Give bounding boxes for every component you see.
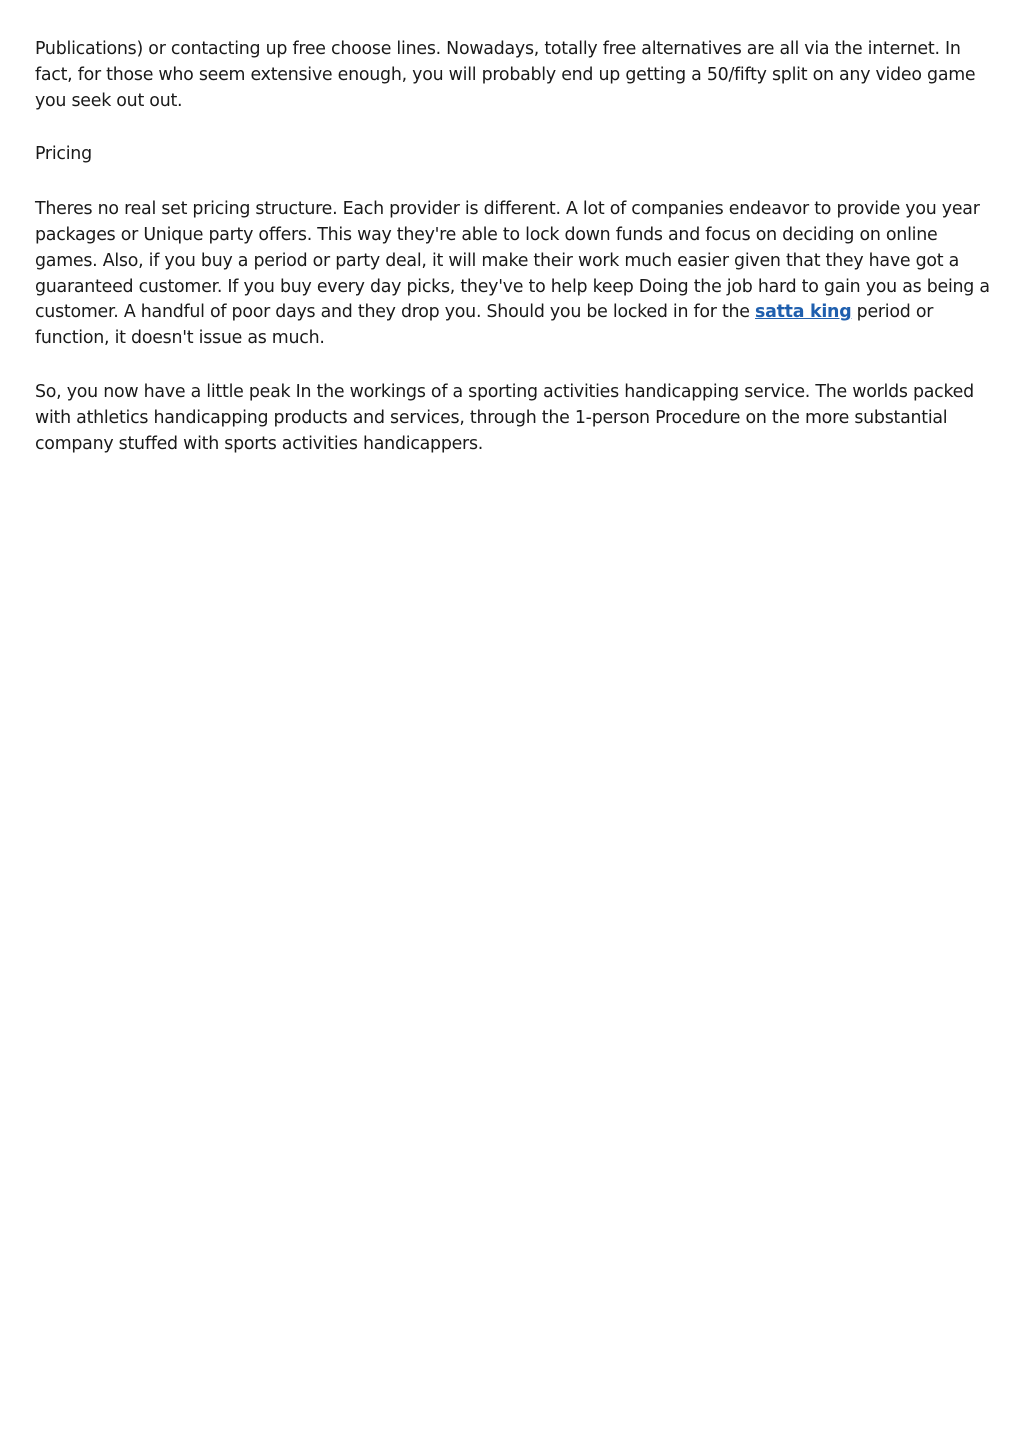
paragraph-pricing bbox=[35, 197, 995, 352]
paragraph-conclusion: So, you now have a little peak In the workings of a sporting activities handicapping service. The worlds packed with athletics handicapping products and services, through the 1-person Procedure on the more substantial company stuffed with sports activities handicappers. bbox=[35, 381, 974, 454]
paragraph-pricing-text-after: period or function, it doesn't issue as much. bbox=[35, 302, 934, 349]
satta-king-link[interactable]: satta king bbox=[755, 302, 852, 323]
document-body bbox=[35, 37, 995, 485]
paragraph-pricing-text-before: Theres no real set pricing structure. Each provider is different. A lot of companies endeavor to provide you year packages or Unique party offers. This way they're able to lock down funds and focus on deciding on online games. Also, if you buy a period or party deal, it will make their work much easier given that they have got a guaranteed customer. If you buy every day picks, they've to help keep Doing the job hard to gain you as being a customer. A handful of poor days and they drop you. Should you be locked in for the bbox=[35, 199, 990, 323]
section-heading-pricing: Pricing bbox=[35, 144, 92, 165]
paragraph-intro: Publications) or contacting up free choose lines. Nowadays, totally free alternatives are all via the internet. In fact, for those who seem extensive enough, you will probably end up getting a 50/fifty split on any video game you seek out out. bbox=[35, 39, 976, 111]
